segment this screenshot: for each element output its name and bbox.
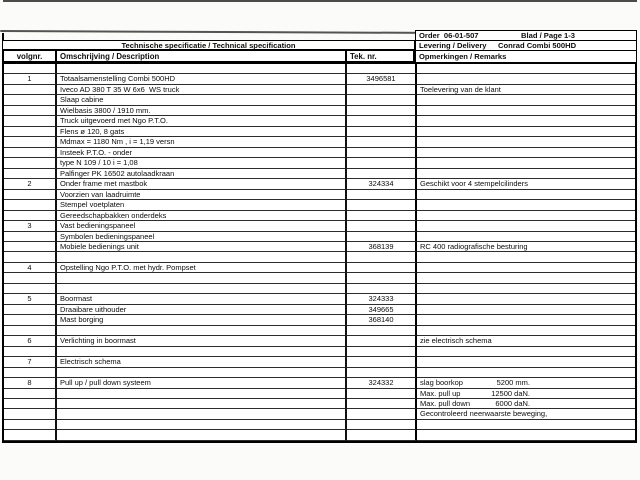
remarks-cell bbox=[417, 294, 635, 304]
teknr-cell: 3496581 bbox=[347, 74, 417, 84]
table-row bbox=[4, 389, 635, 399]
remarks-cell bbox=[417, 190, 635, 200]
description-cell bbox=[57, 420, 347, 430]
table-row bbox=[4, 158, 635, 168]
teknr-cell bbox=[347, 200, 417, 210]
teknr-cell bbox=[347, 127, 417, 137]
teknr-cell bbox=[347, 430, 417, 440]
volgnr-cell bbox=[4, 148, 57, 158]
teknr-cell: 349665 bbox=[347, 305, 417, 315]
description-cell: Draaibare uithouder bbox=[57, 305, 347, 315]
description-cell bbox=[57, 273, 347, 283]
remarks-cell bbox=[417, 389, 635, 399]
description-cell bbox=[57, 347, 347, 357]
volgnr-cell: 2 bbox=[4, 179, 57, 189]
teknr-cell bbox=[347, 85, 417, 95]
volgnr-cell: 5 bbox=[4, 294, 57, 304]
remark-text: zie electrisch schema bbox=[420, 336, 492, 346]
remarks-cell bbox=[417, 399, 635, 409]
volgnr-cell bbox=[4, 252, 57, 262]
remarks-cell bbox=[417, 305, 635, 315]
table-row bbox=[4, 263, 635, 273]
teknr-cell bbox=[347, 409, 417, 419]
table-row bbox=[4, 116, 635, 126]
table-row bbox=[4, 294, 635, 304]
table-row bbox=[4, 95, 635, 105]
volgnr-cell bbox=[4, 137, 57, 147]
column-header-teknr: Tek. nr. bbox=[345, 50, 415, 63]
remarks-cell bbox=[417, 200, 635, 210]
scan-artifact-top-edge bbox=[3, 0, 637, 2]
remarks-cell bbox=[417, 315, 635, 325]
description-cell bbox=[57, 389, 347, 399]
teknr-cell bbox=[347, 190, 417, 200]
volgnr-cell bbox=[4, 158, 57, 168]
table-row bbox=[4, 305, 635, 315]
column-header-description: Omschrijving / Description bbox=[55, 50, 345, 63]
remarks-cell bbox=[417, 106, 635, 116]
description-cell: Electrisch schema bbox=[57, 357, 347, 367]
description-cell bbox=[57, 252, 347, 262]
remarks-cell bbox=[417, 169, 635, 179]
table-row bbox=[4, 378, 635, 388]
document-title: Technische specificatie / Technical specification bbox=[2, 40, 415, 51]
volgnr-cell bbox=[4, 116, 57, 126]
volgnr-cell bbox=[4, 368, 57, 378]
teknr-cell bbox=[347, 221, 417, 231]
teknr-cell bbox=[347, 336, 417, 346]
teknr-cell bbox=[347, 326, 417, 336]
teknr-cell bbox=[347, 263, 417, 273]
remarks-cell bbox=[417, 232, 635, 242]
volgnr-cell: 4 bbox=[4, 263, 57, 273]
remarks-cell bbox=[417, 336, 635, 346]
column-header-volgnr: volgnr. bbox=[2, 50, 55, 63]
teknr-cell bbox=[347, 347, 417, 357]
table-row bbox=[4, 336, 635, 346]
description-cell: Mobiele bedienings unit bbox=[57, 242, 347, 252]
volgnr-cell bbox=[4, 430, 57, 440]
teknr-cell bbox=[347, 169, 417, 179]
table-row bbox=[4, 252, 635, 262]
description-cell: Palfinger PK 16502 autolaadkraan bbox=[57, 169, 347, 179]
table-row bbox=[4, 368, 635, 378]
volgnr-cell bbox=[4, 242, 57, 252]
description-cell: Voorzien van laadruimte bbox=[57, 190, 347, 200]
description-cell: Iveco AD 380 T 35 W 6x6 WS truck bbox=[57, 85, 347, 95]
volgnr-cell bbox=[4, 106, 57, 116]
description-cell: Slaap cabine bbox=[57, 95, 347, 105]
volgnr-cell bbox=[4, 347, 57, 357]
volgnr-cell bbox=[4, 305, 57, 315]
description-cell: Flens ø 120, 8 gats bbox=[57, 127, 347, 137]
teknr-cell: 368139 bbox=[347, 242, 417, 252]
teknr-cell bbox=[347, 273, 417, 283]
volgnr-cell bbox=[4, 284, 57, 294]
table-row bbox=[4, 284, 635, 294]
description-cell: Gereedschapbakken onderdeks bbox=[57, 211, 347, 221]
volgnr-cell: 6 bbox=[4, 336, 57, 346]
remarks-cell bbox=[417, 85, 635, 95]
table-row bbox=[4, 242, 635, 252]
remarks-cell bbox=[417, 116, 635, 126]
remarks-cell bbox=[417, 158, 635, 168]
remark-text: Toelevering van de klant bbox=[420, 84, 501, 94]
table-row bbox=[4, 85, 635, 95]
volgnr-cell bbox=[4, 409, 57, 419]
description-cell: Verlichting in boormast bbox=[57, 336, 347, 346]
remarks-cell bbox=[417, 64, 635, 74]
table-row bbox=[4, 169, 635, 179]
table-row bbox=[4, 399, 635, 409]
remarks-cell bbox=[417, 284, 635, 294]
teknr-cell bbox=[347, 158, 417, 168]
table-row bbox=[4, 179, 635, 189]
teknr-cell: 324333 bbox=[347, 294, 417, 304]
description-cell: Boormast bbox=[57, 294, 347, 304]
table-row bbox=[4, 190, 635, 200]
remarks-cell bbox=[417, 347, 635, 357]
table-row bbox=[4, 232, 635, 242]
remark-value: 12500 daN. bbox=[491, 388, 530, 398]
volgnr-cell: 8 bbox=[4, 378, 57, 388]
description-cell: Stempel voetplaten bbox=[57, 200, 347, 210]
teknr-cell bbox=[347, 116, 417, 126]
description-cell bbox=[57, 368, 347, 378]
teknr-cell bbox=[347, 211, 417, 221]
order-number: Order 06-01-507 bbox=[419, 31, 479, 40]
description-cell: Totaalsamenstelling Combi 500HD bbox=[57, 74, 347, 84]
teknr-cell bbox=[347, 232, 417, 242]
description-cell: Vast bedieningspaneel bbox=[57, 221, 347, 231]
teknr-cell bbox=[347, 399, 417, 409]
table-row bbox=[4, 106, 635, 116]
table-row bbox=[4, 409, 635, 419]
table-row bbox=[4, 221, 635, 231]
page-indicator: Blad / Page 1-3 bbox=[521, 31, 576, 40]
teknr-cell bbox=[347, 368, 417, 378]
remark-text: Geschikt voor 4 stempelcilinders bbox=[420, 179, 528, 189]
remarks-cell bbox=[417, 263, 635, 273]
remarks-cell bbox=[417, 420, 635, 430]
scan-artifact-streak bbox=[0, 30, 447, 34]
table-row bbox=[4, 347, 635, 357]
volgnr-cell: 7 bbox=[4, 357, 57, 367]
table-row bbox=[4, 127, 635, 137]
remarks-cell bbox=[417, 409, 635, 419]
remarks-cell bbox=[417, 242, 635, 252]
volgnr-cell bbox=[4, 315, 57, 325]
volgnr-cell bbox=[4, 190, 57, 200]
teknr-cell: 324334 bbox=[347, 179, 417, 189]
table-row bbox=[4, 148, 635, 158]
volgnr-cell bbox=[4, 232, 57, 242]
description-cell bbox=[57, 399, 347, 409]
teknr-cell bbox=[347, 284, 417, 294]
volgnr-cell bbox=[4, 127, 57, 137]
delivery-value: Conrad Combi 500HD bbox=[498, 41, 577, 50]
remark-value: 6000 daN. bbox=[495, 399, 530, 408]
remark-text: Gecontroleerd neerwaarste beweging, bbox=[420, 409, 548, 419]
description-cell bbox=[57, 430, 347, 440]
description-cell: Onder frame met mastbok bbox=[57, 179, 347, 189]
column-header-remarks: Opmerkingen / Remarks bbox=[415, 50, 637, 63]
volgnr-cell bbox=[4, 326, 57, 336]
remarks-cell bbox=[417, 211, 635, 221]
teknr-cell: 368140 bbox=[347, 315, 417, 325]
teknr-cell bbox=[347, 389, 417, 399]
teknr-cell bbox=[347, 137, 417, 147]
volgnr-cell bbox=[4, 389, 57, 399]
description-cell: Mast borging bbox=[57, 315, 347, 325]
remarks-cell bbox=[417, 252, 635, 262]
description-cell bbox=[57, 284, 347, 294]
remarks-cell bbox=[417, 179, 635, 189]
table-row bbox=[4, 64, 635, 74]
volgnr-cell: 1 bbox=[4, 74, 57, 84]
spec-table-body bbox=[2, 62, 637, 443]
volgnr-cell bbox=[4, 200, 57, 210]
description-cell bbox=[57, 326, 347, 336]
remarks-cell bbox=[417, 221, 635, 231]
description-cell bbox=[57, 64, 347, 74]
description-cell: Pull up / pull down systeem bbox=[57, 378, 347, 388]
table-row bbox=[4, 357, 635, 367]
remarks-cell bbox=[417, 273, 635, 283]
volgnr-cell: 3 bbox=[4, 221, 57, 231]
table-row bbox=[4, 74, 635, 84]
remarks-cell bbox=[417, 430, 635, 440]
table-row bbox=[4, 137, 635, 147]
remark-text: slag boorkop bbox=[420, 378, 463, 388]
volgnr-cell bbox=[4, 85, 57, 95]
volgnr-cell bbox=[4, 95, 57, 105]
teknr-cell bbox=[347, 357, 417, 367]
remarks-cell bbox=[417, 137, 635, 147]
remarks-cell bbox=[417, 368, 635, 378]
table-row bbox=[4, 211, 635, 221]
teknr-cell bbox=[347, 106, 417, 116]
volgnr-cell bbox=[4, 64, 57, 74]
table-row bbox=[4, 200, 635, 210]
description-cell: Truck uitgevoerd met Ngo P.T.O. bbox=[57, 116, 347, 126]
table-row bbox=[4, 326, 635, 336]
remark-value: 5200 mm. bbox=[496, 378, 530, 388]
delivery-label: Levering / Delivery bbox=[419, 41, 487, 50]
table-row bbox=[4, 273, 635, 283]
table-row bbox=[4, 420, 635, 430]
description-cell: type N 109 / 10 i = 1,08 bbox=[57, 158, 347, 168]
volgnr-cell bbox=[4, 211, 57, 221]
remarks-cell bbox=[417, 127, 635, 137]
teknr-cell bbox=[347, 148, 417, 158]
description-cell: Wielbasis 3800 / 1910 mm. bbox=[57, 106, 347, 116]
remarks-cell bbox=[417, 95, 635, 105]
remarks-cell bbox=[417, 378, 635, 388]
remarks-cell bbox=[417, 326, 635, 336]
teknr-cell bbox=[347, 64, 417, 74]
remarks-cell bbox=[417, 74, 635, 84]
description-cell: Symbolen bedieningspaneel bbox=[57, 232, 347, 242]
teknr-cell bbox=[347, 95, 417, 105]
teknr-cell bbox=[347, 252, 417, 262]
remark-text: Max. pull up bbox=[420, 388, 461, 398]
volgnr-cell bbox=[4, 169, 57, 179]
remark-text: RC 400 radiografische besturing bbox=[420, 241, 528, 251]
teknr-cell bbox=[347, 420, 417, 430]
remarks-cell bbox=[417, 148, 635, 158]
description-cell bbox=[57, 409, 347, 419]
volgnr-cell bbox=[4, 420, 57, 430]
table-row bbox=[4, 315, 635, 325]
teknr-cell: 324332 bbox=[347, 378, 417, 388]
volgnr-cell bbox=[4, 399, 57, 409]
volgnr-cell bbox=[4, 273, 57, 283]
description-cell: Insteek P.T.O. - onder bbox=[57, 148, 347, 158]
table-row bbox=[4, 430, 635, 440]
description-cell: Opstelling Ngo P.T.O. met hydr. Pompset bbox=[57, 263, 347, 273]
remarks-cell bbox=[417, 357, 635, 367]
description-cell: Mdmax = 1180 Nm , i = 1,19 versn bbox=[57, 137, 347, 147]
remark-text: Max. pull down bbox=[420, 399, 471, 408]
